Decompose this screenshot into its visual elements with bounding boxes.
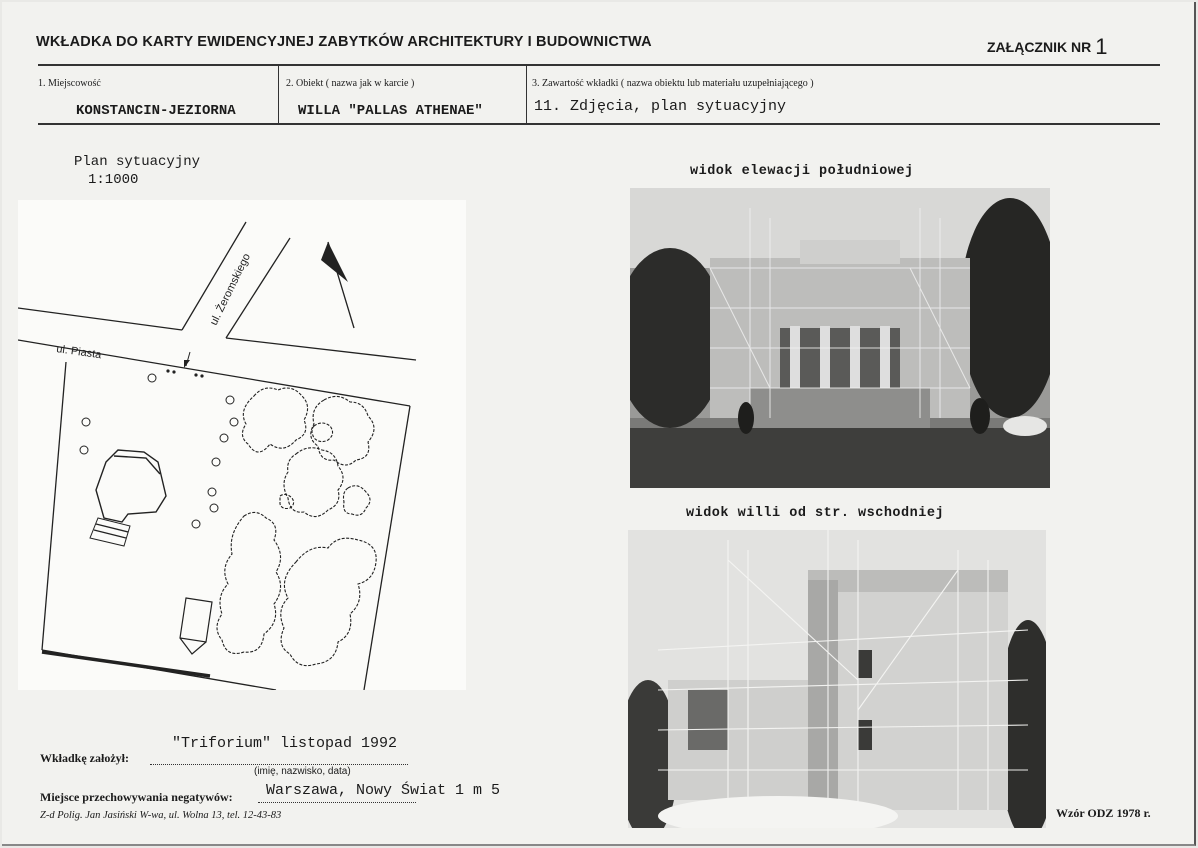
top-photo-caption: widok elewacji południowej bbox=[690, 164, 914, 179]
author-dotted-line bbox=[150, 764, 408, 765]
east-view-photo bbox=[628, 530, 1046, 828]
field-divider-2 bbox=[526, 66, 527, 124]
header-bottom-rule bbox=[38, 123, 1160, 125]
storage-dotted-line bbox=[258, 802, 416, 803]
place-value: KONSTANCIN-JEZIORNA bbox=[76, 103, 236, 119]
east-view-photo-svg bbox=[628, 530, 1046, 828]
street-label-piasta: ul. Piasta bbox=[55, 343, 103, 362]
inventory-form-sheet bbox=[2, 2, 1196, 846]
north-arrow-icon bbox=[321, 242, 348, 282]
site-plan-drawing bbox=[18, 200, 466, 690]
attachment-number bbox=[987, 32, 1107, 58]
site-plan-svg bbox=[18, 200, 466, 690]
storage-value: Warszawa, Nowy Świat 1 m 5 bbox=[266, 782, 501, 799]
author-value: "Triforium" listopad 1992 bbox=[172, 735, 398, 752]
content-label: 3. Zawartość wkładki ( nazwa obiektu lub materiału uzupełniającego ) bbox=[532, 78, 814, 89]
bottom-photo-caption: widok willi od str. wschodniej bbox=[686, 506, 945, 521]
printer-note: Z-d Polig. Jan Jasiński W-wa, ul. Wolna 13, tel. 12-43-83 bbox=[40, 810, 282, 821]
street-label-zeromskiego: ul. Żeromskiego bbox=[207, 251, 254, 328]
form-code: Wzór ODZ 1978 r. bbox=[1056, 806, 1151, 820]
attachment-label: ZAŁĄCZNIK NR bbox=[987, 39, 1092, 55]
object-label: 2. Obiekt ( nazwa jak w karcie ) bbox=[286, 78, 415, 89]
object-value: WILLA "PALLAS ATHENAE" bbox=[298, 103, 483, 119]
garage-outline bbox=[180, 598, 212, 654]
place-label: 1. Miejscowość bbox=[38, 78, 101, 89]
south-elevation-photo bbox=[630, 188, 1050, 488]
header-top-rule bbox=[38, 64, 1160, 66]
plan-scale: 1:1000 bbox=[88, 172, 139, 188]
form-title: WKŁADKA DO KARTY EWIDENCYJNEJ ZABYTKÓW ARCHITEKTURY I BUDOWNICTWA bbox=[36, 34, 652, 50]
plan-title: Plan sytuacyjny bbox=[74, 154, 201, 170]
attachment-number-value: 1 bbox=[1095, 34, 1108, 59]
field-divider-1 bbox=[278, 66, 279, 124]
storage-label: Miejsce przechowywania negatywów: bbox=[40, 790, 233, 804]
south-elevation-photo-svg bbox=[630, 188, 1050, 488]
author-hint: (imię, nazwisko, data) bbox=[254, 766, 351, 777]
villa-footprint bbox=[90, 450, 166, 546]
author-label: Wkładkę założył: bbox=[40, 751, 129, 765]
content-value: 11. Zdjęcia, plan sytuacyjny bbox=[534, 98, 787, 115]
